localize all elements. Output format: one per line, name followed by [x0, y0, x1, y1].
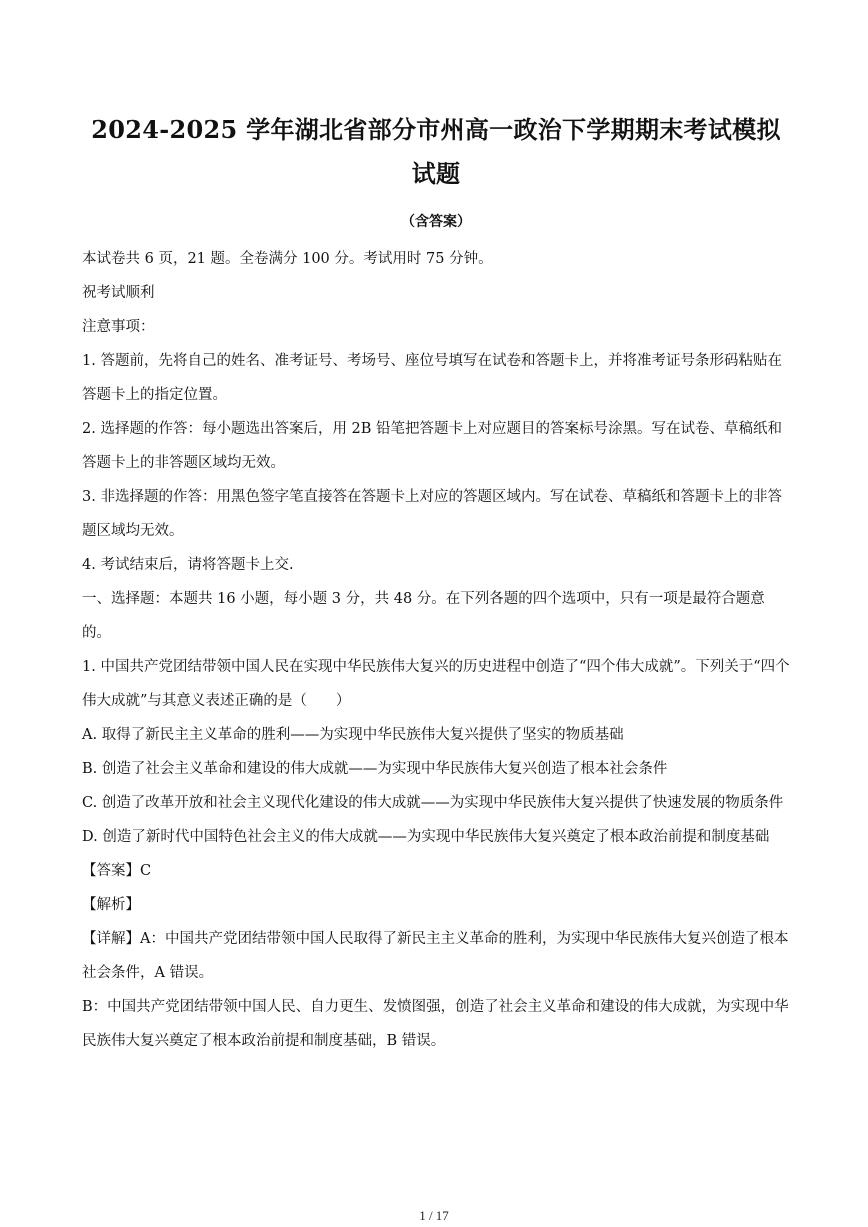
note-4: 4. 考试结束后，请将答题卡上交.	[82, 557, 294, 573]
note-2: 2. 选择题的作答：每小题选出答案后，用 2B 铅笔把答题卡上对应题目的答案标号涂黑。写在试卷、草稿纸和答题卡上的非答题区域均无效。	[82, 421, 783, 471]
section-heading: 一、选择题：本题共 16 小题，每小题 3 分，共 48 分。在下列各题的四个选项中，只有一项是最符合题意的。	[82, 591, 765, 641]
analysis-label: 【解析】	[82, 897, 140, 913]
document-title: 2024-2025 学年湖北省部分市州高一政治下学期期末考试模拟试题	[91, 115, 781, 188]
option-c: C. 创造了改革开放和社会主义现代化建设的伟大成就——为实现中华民族伟大复兴提供了快速发展的物质条件	[82, 795, 784, 811]
answer-label: 【答案】C	[82, 863, 152, 879]
option-d: D. 创造了新时代中国特色社会主义的伟大成就——为实现中华民族伟大复兴奠定了根本政治前提和制度基础	[82, 829, 770, 845]
option-a: A. 取得了新民主主义革命的胜利——为实现中华民族伟大复兴提供了坚实的物质基础	[82, 727, 624, 743]
note-1: 1. 答题前，先将自己的姓名、准考证号、考场号、座位号填写在试卷和答题卡上，并将准考证号条形码粘贴在答题卡上的指定位置。	[82, 353, 782, 403]
question-1: 1. 中国共产党团结带领中国人民在实现中华民族伟大复兴的历史进程中创造了“四个伟大成就”。下列关于“四个伟大成就”与其意义表述正确的是（ ）	[82, 659, 790, 709]
explanation-b: B：中国共产党团结带领中国人民、自力更生、发愤图强，创造了社会主义革命和建设的伟大成就，为实现中华民族伟大复兴奠定了根本政治前提和制度基础，B 错误。	[82, 999, 789, 1049]
explanation-a: 【详解】A：中国共产党团结带领中国人民取得了新民主主义革命的胜利，为实现中华民族伟大复兴创造了根本社会条件，A 错误。	[82, 931, 789, 981]
exam-info: 本试卷共 6 页，21 题。全卷满分 100 分。考试用时 75 分钟。	[82, 251, 493, 267]
note-3: 3. 非选择题的作答：用黑色签字笔直接答在答题卡上对应的答题区域内。写在试卷、草稿纸和答题卡上的非答题区域均无效。	[82, 489, 782, 539]
notes-heading: 注意事项：	[82, 319, 155, 335]
page-number: 1 / 17	[419, 1208, 449, 1223]
option-b: B. 创造了社会主义革命和建设的伟大成就——为实现中华民族伟大复兴创造了根本社会条件	[82, 761, 668, 777]
good-luck: 祝考试顺利	[82, 285, 155, 301]
document-subtitle: （含答案）	[401, 214, 471, 230]
